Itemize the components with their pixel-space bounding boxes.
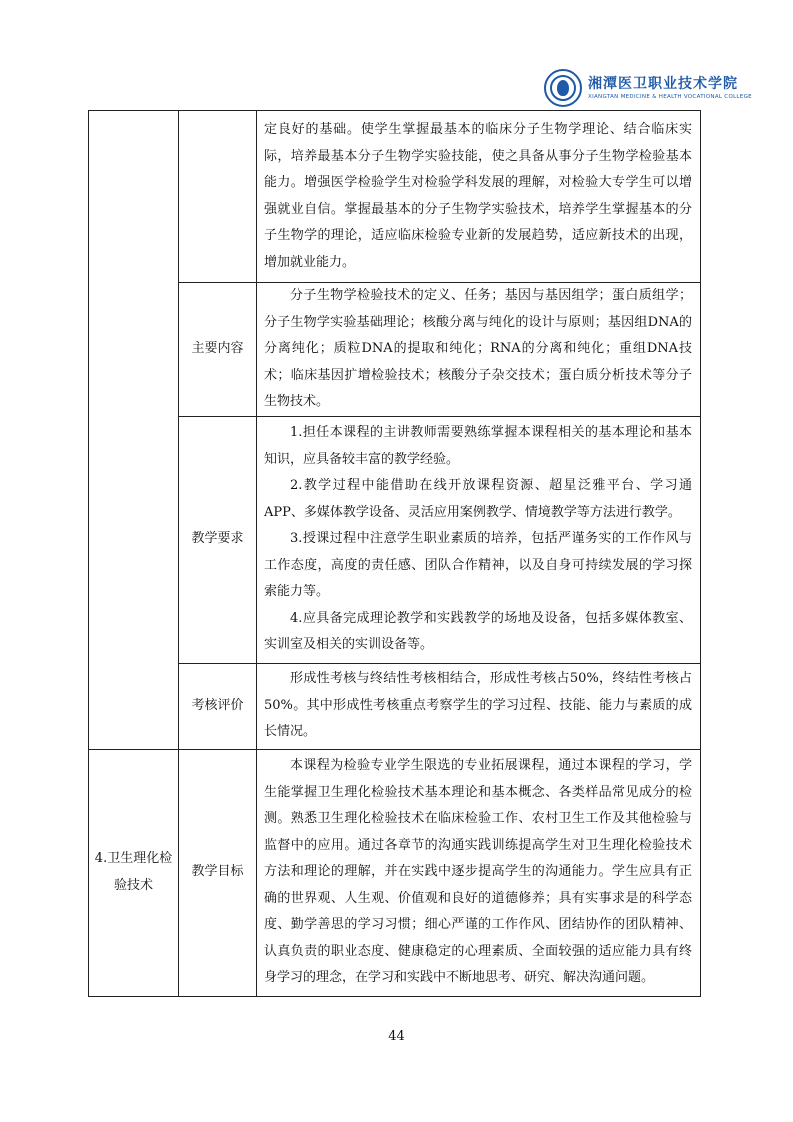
requirement-item-3: 3.授课过程中注意学生职业素质的培养，包括严谨务实的工作作风与工作态度，高度的责任感、团队合作精神，以及自身可持续发展的学习探索能力等。 [264, 531, 692, 600]
content-cell-teaching-goal [257, 749, 701, 996]
row-label-teaching-requirements: 教学要求 [179, 416, 257, 663]
college-logo [544, 66, 752, 110]
table-row-hygiene-course [89, 749, 701, 996]
course-name-hygiene: 4.卫生理化检验技术 [89, 749, 179, 996]
row-label-main-content: 主要内容 [179, 283, 257, 417]
page-number: 44 [388, 1029, 405, 1044]
table-row-intro [89, 111, 701, 283]
content-paragraph: 定良好的基础。使学生掌握最基本的临床分子生物学理论、结合临床实际，培养最基本分子生物学实验技能，使之具备从事分子生物学检验基本能力。增强医学检验学生对检验学科发展的理解，对检验大专学生可以增强就业自信。掌握最基本的分子生物学实验技术，培养学生掌握基本的分子生物学的理论，适应临床检验专业新的发展趋势，适应新技术的出现，增加就业能力。 [264, 122, 692, 270]
row-label-cell-empty [179, 111, 257, 283]
content-cell-assessment [257, 663, 701, 749]
logo-subtitle: XIANGTAN MEDICINE & HEALTH VOCATIONAL COLLEGE [588, 94, 752, 100]
table-row-teaching-requirements [89, 416, 701, 663]
course-name-cell-empty [89, 111, 179, 750]
table-row-main-content [89, 283, 701, 417]
requirement-item-2: 2.教学过程中能借助在线开放课程资源、超星泛雅平台、学习通APP、多媒体教学设备、灵活应用案例教学、情境教学等方法进行教学。 [264, 478, 692, 520]
row-label-assessment: 考核评价 [179, 663, 257, 749]
content-cell-teaching-requirements [257, 416, 701, 663]
requirement-item-1: 1.担任本课程的主讲教师需要熟练掌握本课程相关的基本理论和基本知识，应具备较丰富的教学经验。 [264, 425, 692, 467]
college-seal-icon [544, 69, 582, 107]
content-paragraph: 形成性考核与终结性考核相结合，形成性考核占50%，终结性考核占50%。其中形成性考核重点考察学生的学习过程、技能、能力与素质的成长情况。 [264, 671, 692, 740]
content-cell-main-content [257, 283, 701, 417]
content-paragraph: 分子生物学检验技术的定义、任务；基因与基因组学；蛋白质组学；分子生物学实验基础理论；核酸分离与纯化的设计与原则；基因组DNA的分离纯化；质粒DNA的提取和纯化；RNA的分离和纯化；重组DNA技术；临床基因扩增检验技术；核酸分子杂交技术；蛋白质分析技术等分子生物技术。 [264, 288, 692, 409]
row-label-teaching-goal: 教学目标 [179, 749, 257, 996]
table-row-assessment [89, 663, 701, 749]
content-cell-goal-continued [257, 111, 701, 283]
course-table [88, 110, 701, 997]
logo-name: 湘潭医卫职业技术学院 [588, 76, 738, 92]
requirement-item-4: 4.应具备完成理论教学和实践教学的场地及设备，包括多媒体教室、实训室及相关的实训设备等。 [264, 610, 692, 653]
content-paragraph: 本课程为检验专业学生限选的专业拓展课程，通过本课程的学习，学生能掌握卫生理化检验技术基本理论和基本概念、各类样品常见成分的检测。熟悉卫生理化检验技术在临床检验工作、农村卫生工作及其他检验与监督中的应用。通过各章节的沟通实践训练提高学生对卫生理化检验技术方法和理论的理解，并在实践中逐步提高学生的沟通能力。学生应具有正确的世界观、人生观、价值观和良好的道德修养；具有实事求是的科学态度、勤学善思的学习习惯；细心严谨的工作作风、团结协作的团队精神、认真负责的职业态度、健康稳定的心理素质、全面较强的适应能力具有终身学习的理念，在学习和实践中不断地思考、研究、解决沟通问题。 [264, 758, 692, 986]
